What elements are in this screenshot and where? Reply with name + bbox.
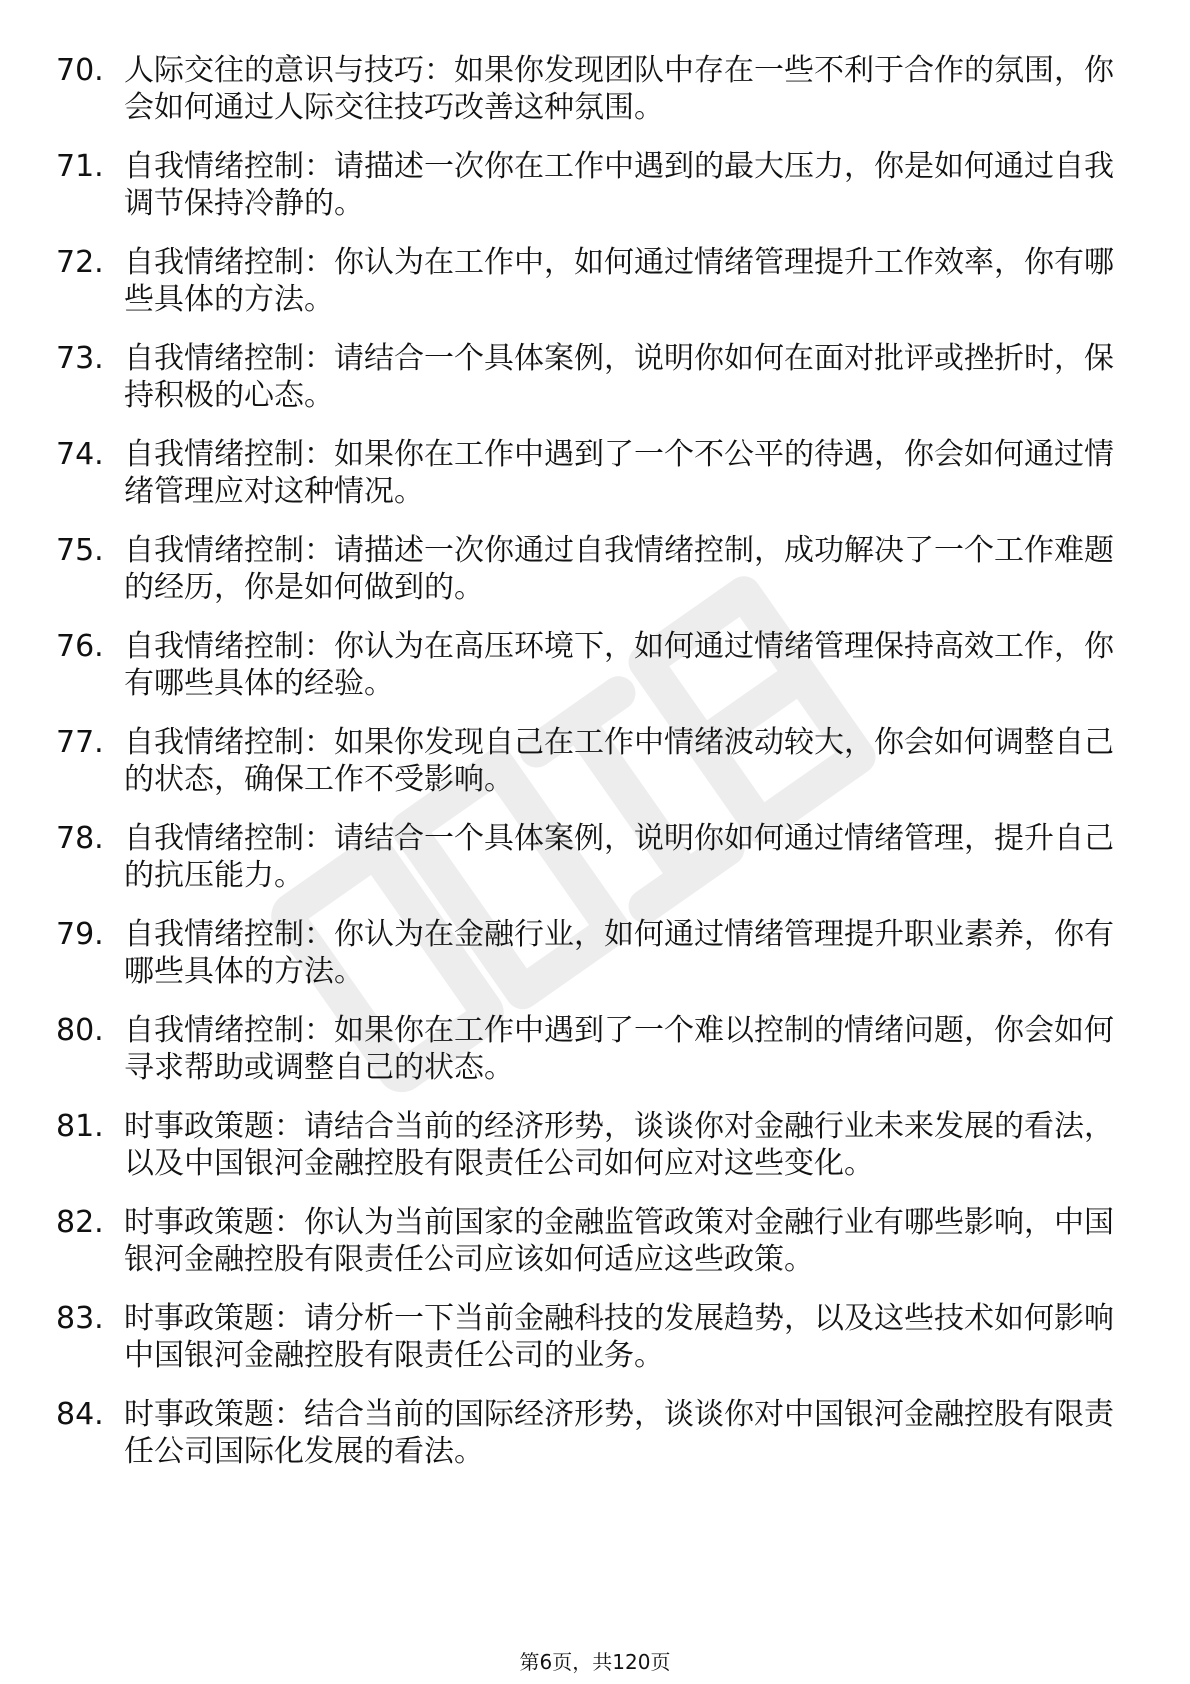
question-item-75 xyxy=(56,532,1116,606)
question-item-74 xyxy=(56,436,1116,510)
question-number: 73. xyxy=(56,341,104,376)
question-text: 自我情绪控制：如果你在工作中遇到了一个不公平的待遇，你会如何通过情绪管理应对这种情况。 xyxy=(124,437,1114,509)
question-number: 78. xyxy=(56,821,104,856)
question-text: 自我情绪控制：如果你发现自己在工作中情绪波动较大，你会如何调整自己的状态，确保工作不受影响。 xyxy=(124,725,1114,797)
question-item-84 xyxy=(56,1396,1116,1470)
question-item-78 xyxy=(56,820,1116,894)
question-list xyxy=(56,52,1116,1492)
question-text: 自我情绪控制：你认为在金融行业，如何通过情绪管理提升职业素养，你有哪些具体的方法。 xyxy=(124,917,1114,989)
question-number: 81. xyxy=(56,1109,104,1144)
question-item-83 xyxy=(56,1300,1116,1374)
question-number: 76. xyxy=(56,629,104,664)
question-number: 79. xyxy=(56,917,104,952)
question-item-70 xyxy=(56,52,1116,126)
question-number: 83. xyxy=(56,1301,104,1336)
question-item-72 xyxy=(56,244,1116,318)
question-text: 时事政策题：你认为当前国家的金融监管政策对金融行业有哪些影响，中国银河金融控股有限责任公司应该如何适应这些政策。 xyxy=(124,1205,1114,1277)
question-number: 72. xyxy=(56,245,104,280)
question-item-82 xyxy=(56,1204,1116,1278)
question-text: 自我情绪控制：你认为在工作中，如何通过情绪管理提升工作效率，你有哪些具体的方法。 xyxy=(124,245,1114,317)
question-text: 时事政策题：结合当前的国际经济形势，谈谈你对中国银河金融控股有限责任公司国际化发展的看法。 xyxy=(124,1397,1114,1469)
question-item-80 xyxy=(56,1012,1116,1086)
question-text: 自我情绪控制：请描述一次你在工作中遇到的最大压力，你是如何通过自我调节保持冷静的。 xyxy=(124,149,1114,221)
question-text: 自我情绪控制：请结合一个具体案例，说明你如何通过情绪管理，提升自己的抗压能力。 xyxy=(124,821,1114,893)
question-item-77 xyxy=(56,724,1116,798)
question-text: 时事政策题：请分析一下当前金融科技的发展趋势，以及这些技术如何影响中国银河金融控股有限责任公司的业务。 xyxy=(124,1301,1114,1373)
question-number: 80. xyxy=(56,1013,104,1048)
question-number: 71. xyxy=(56,149,104,184)
question-number: 84. xyxy=(56,1397,104,1432)
question-item-71 xyxy=(56,148,1116,222)
page-footer xyxy=(0,1650,1190,1674)
question-item-73 xyxy=(56,340,1116,414)
question-text: 自我情绪控制：你认为在高压环境下，如何通过情绪管理保持高效工作，你有哪些具体的经验。 xyxy=(124,629,1114,701)
page-number-label: 第6页，共120页 xyxy=(519,1650,671,1674)
question-item-76 xyxy=(56,628,1116,702)
question-text: 时事政策题：请结合当前的经济形势，谈谈你对金融行业未来发展的看法，以及中国银河金融控股有限责任公司如何应对这些变化。 xyxy=(124,1109,1114,1181)
question-text: 人际交往的意识与技巧：如果你发现团队中存在一些不利于合作的氛围，你会如何通过人际交往技巧改善这种氛围。 xyxy=(124,53,1114,125)
question-number: 82. xyxy=(56,1205,104,1240)
question-text: 自我情绪控制：如果你在工作中遇到了一个难以控制的情绪问题，你会如何寻求帮助或调整自己的状态。 xyxy=(124,1013,1114,1085)
question-item-81 xyxy=(56,1108,1116,1182)
question-number: 74. xyxy=(56,437,104,472)
question-text: 自我情绪控制：请结合一个具体案例，说明你如何在面对批评或挫折时，保持积极的心态。 xyxy=(124,341,1114,413)
question-number: 77. xyxy=(56,725,104,760)
question-text: 自我情绪控制：请描述一次你通过自我情绪控制，成功解决了一个工作难题的经历，你是如何做到的。 xyxy=(124,533,1114,605)
question-item-79 xyxy=(56,916,1116,990)
question-number: 75. xyxy=(56,533,104,568)
question-number: 70. xyxy=(56,53,104,88)
